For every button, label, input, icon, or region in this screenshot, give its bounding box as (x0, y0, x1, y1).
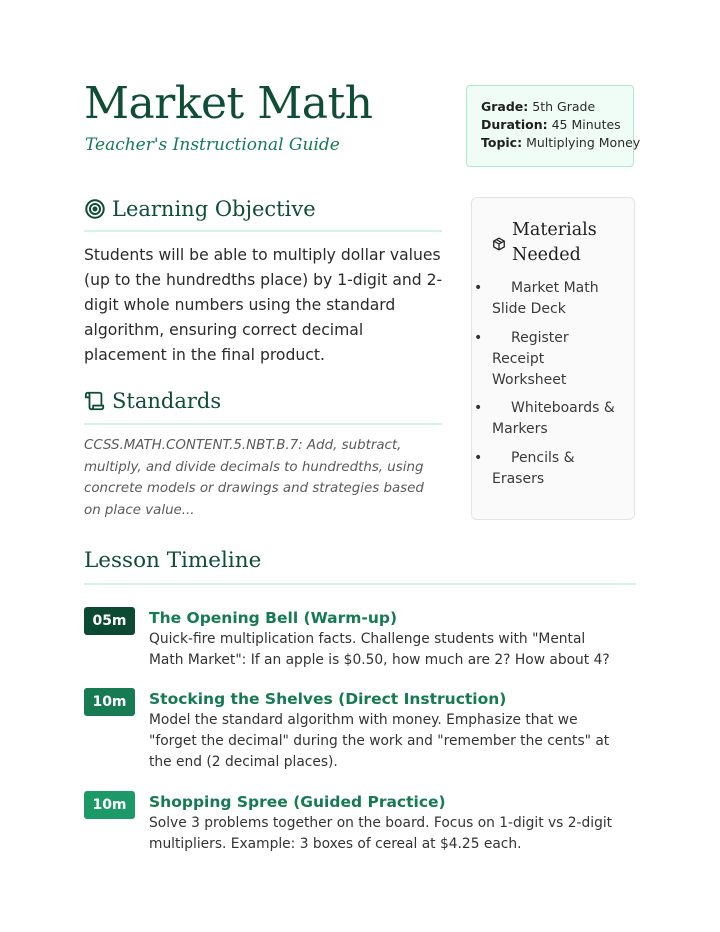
duration-badge: 10m (84, 791, 135, 819)
materials-item: • Pencils & Erasers (492, 448, 620, 490)
meta-grade-label: Grade: (481, 99, 529, 114)
page-title: Market Math (84, 78, 373, 129)
objective-heading (84, 197, 316, 221)
meta-topic-label: Topic: (481, 135, 523, 150)
duration-badge: 10m (84, 688, 135, 716)
objective-heading-text: Learning Objective (112, 197, 316, 221)
meta-topic (481, 134, 641, 152)
timeline-item-description: Solve 3 problems together on the board. Focus on 1-digit vs 2-digit multipliers. Example: 3 boxes of cereal at $4.25 each. (149, 815, 613, 852)
timeline-item-title: Stocking the Shelves (Direct Instruction) (149, 690, 507, 708)
objective-text: Students will be able to multiply dollar values (up to the hundredths place) by 1-digit and 2-digit whole numbers using the standard algorithm, ensuring correct decimal placement in the final product. (84, 246, 443, 364)
duration-badge: 05m (84, 607, 135, 635)
scroll-icon (84, 390, 106, 412)
meta-duration (481, 116, 623, 134)
page-subtitle: Teacher's Instructional Guide (85, 135, 340, 155)
timeline-item-description: Quick-fire multiplication facts. Challenge students with "Mental Math Market": If an apple is $0.50, how much are 2? How about 4? (149, 631, 610, 668)
meta-grade (481, 98, 623, 116)
timeline-item-title: The Opening Bell (Warm-up) (149, 609, 398, 627)
lesson-meta-box (466, 85, 641, 167)
meta-grade-value: 5th Grade (532, 99, 596, 114)
timeline-item-title: Shopping Spree (Guided Practice) (149, 793, 446, 811)
timeline-content (149, 688, 619, 773)
standards-heading (84, 389, 221, 413)
box-icon (492, 236, 506, 250)
timeline-content (149, 607, 619, 671)
materials-heading-text: Materials Needed (512, 220, 597, 265)
meta-topic-value: Multiplying Money (526, 135, 641, 150)
timeline-item-description: Model the standard algorithm with money. Emphasize that we "forget the decimal" during the work and "remember the cents" at the end (2 decimal places). (149, 712, 610, 770)
standards-divider (84, 423, 442, 425)
meta-duration-label: Duration: (481, 117, 548, 132)
target-icon (84, 198, 106, 220)
materials-item: • Whiteboards & Markers (492, 398, 620, 440)
timeline-content (149, 791, 619, 855)
timeline-divider (84, 583, 636, 585)
materials-card (471, 197, 635, 520)
materials-item: • Register Receipt Worksheet (492, 328, 620, 391)
materials-item: • Market Math Slide Deck (492, 278, 620, 320)
meta-duration-value: 45 Minutes (551, 117, 621, 132)
standards-text: CCSS.MATH.CONTENT.5.NBT.B.7: Add, subtract, multiply, and divide decimals to hundredths, using concrete models or drawings and strategies based on place value... (84, 438, 424, 518)
timeline-heading: Lesson Timeline (84, 548, 262, 573)
materials-heading (492, 218, 620, 268)
materials-list (492, 278, 620, 490)
standards-heading-text: Standards (112, 389, 222, 413)
objective-divider (84, 230, 442, 232)
